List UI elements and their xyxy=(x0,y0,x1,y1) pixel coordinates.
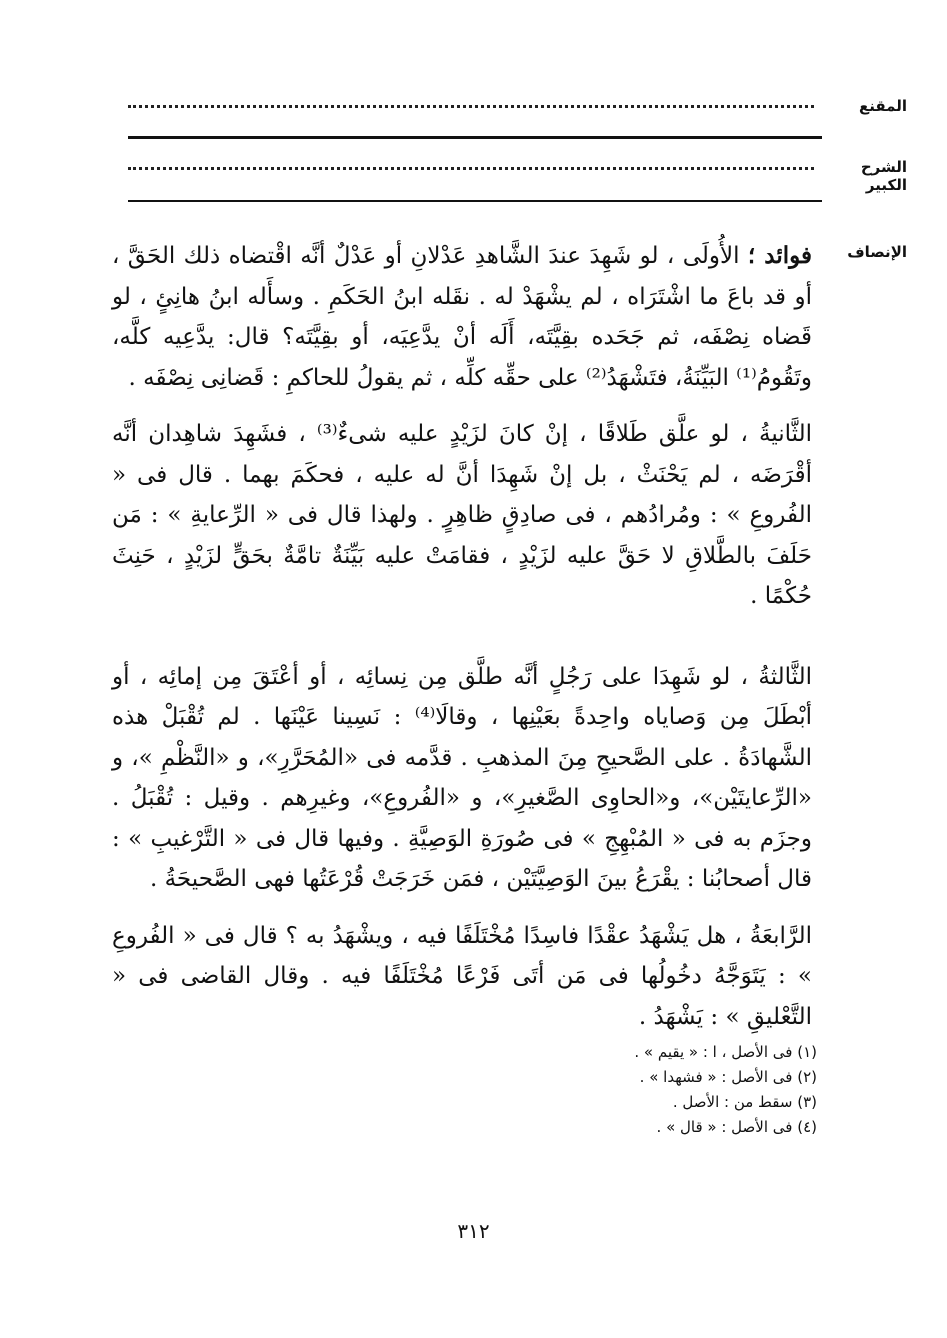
sharh-dotted-placeholder xyxy=(128,167,814,170)
page-number: ٣١٢ xyxy=(457,1219,490,1243)
paragraph-second-benefit: الثَّانيةُ ، لو علَّق طَلاقًا ، إنْ كانَ لزَيْدٍ عليه شىءٌ⁽³⁾ ، فشَهِدَ شاهِدان أنَّه أقْرَضَه ، لم يَحْنَثْ ، بل إنْ شَهِدَا أنَّ له عليه ، فحكَمَ بهما . قال فى « الفُروعِ » : ومُرادُهم ، فى صادِقٍ ظاهِرٍ . ولهذا قال فى « الرِّعايةِ » : مَن حَلَفَ بالطَّلاقِ لا حَقَّ عليه لزَيْدٍ ، فقامَتْ عليه بَيِّنَةٌ تامَّةٌ بحَقٍّ لزَيْدٍ ، حَنِثَ حُكْمًا . xyxy=(112,421,813,609)
muqni-dotted-placeholder xyxy=(128,105,814,108)
footnotes xyxy=(397,1040,817,1140)
sharh-section-label: الشرح الكبير xyxy=(860,158,907,194)
footnote-2: (٢) فى الأصل : « فشهدا » . xyxy=(639,1068,817,1086)
paragraph-first-text: الأُولَى ، لو شَهِدَ عندَ الشَّاهدِ عَدْلانِ أو عَدْلٌ أنَّه اقْتضاه ذلك الحَقَّ ، أو قد باعَ ما اشْتَرَاه ، لم يشْهَدْ له . نقَله ابنُ الحَكَمِ . وسأَله ابنُ هانِئٍ ، لو قَضاه نِصْفَه، ثم جَحَده بقِيَّتَه، أَلَه أنْ يدَّعِيَه، أو بقِيَّتَه؟ قال: يدَّعِيه كلَّه، وتَقُومُ⁽¹⁾ البَيِّنَةُ، فتَشْهَدُ⁽²⁾ على حقِّه كلِّه ، ثم يقولُ للحاكمِ : قَضانِى نِصْفَه . xyxy=(112,243,812,391)
paragraph-first-benefit xyxy=(112,236,812,398)
insaf-section-label: الإنصاف xyxy=(847,243,907,261)
insaf-body-text xyxy=(112,236,812,1037)
paragraph-fourth-benefit: الرَّابعَةُ ، هل يَشْهَدُ عقْدًا فاسِدًا مُخْتَلَفًا فيه ، ويشْهَدُ به ؟ قال فى « الفُروعِ » : يَتَوَجَّهُ دخُولُها فى مَن أتَى فَرْعًا مُخْتَلَفًا فيه . وقال القاضى فى « التَّعْليقِ » : يَشْهَدُ . xyxy=(112,922,812,1030)
footnote-4: (٤) فى الأصل : « قال » . xyxy=(656,1118,817,1136)
paragraph-third-benefit: الثَّالثةُ ، لو شَهِدَا على رَجُلٍ أنَّه طلَّق مِن نِسائِه ، أو أعْتَقَ مِن إمائِه ، أو أبْطَلَ مِن وَصاياه واحِدةً بعَيْنِها ، وقالَا⁽⁴⁾ : نَسِينا عَيْنَها . لم تُقْبَلْ هذه الشَّهادَةُ . على الصَّحيحِ مِنَ المذهبِ . قدَّمه فى «المُحَرَّرِ»، و «النَّظْمِ »، و «الرِّعايتَيْن»، و«الحاوِى الصَّغيرِ»، و «الفُروعِ»، وغيرِهم . وقيل : تُقْبَلُ . وجزَم به فى « المُبْهِجِ » فى صُورَةِ الوَصِيَّةِ . وفيها قال فى « التَّرْغيبِ » : قال أصحابُنا : يقْرَعُ بينَ الوَصِيَّتَيْن ، فمَن خَرَجَتْ قُرْعَتُها فهى الصَّحيحَةُ . xyxy=(112,663,813,892)
footnote-3: (٣) سقط من : الأصل . xyxy=(672,1093,817,1111)
benefits-heading: فوائد ؛ xyxy=(747,242,812,269)
section-divider xyxy=(128,136,822,139)
section-divider-lower xyxy=(128,200,822,202)
footnote-1: (١) فى الأصل ، ا : « يقيم » . xyxy=(634,1043,817,1061)
muqni-section-label: المقنع xyxy=(859,97,907,115)
